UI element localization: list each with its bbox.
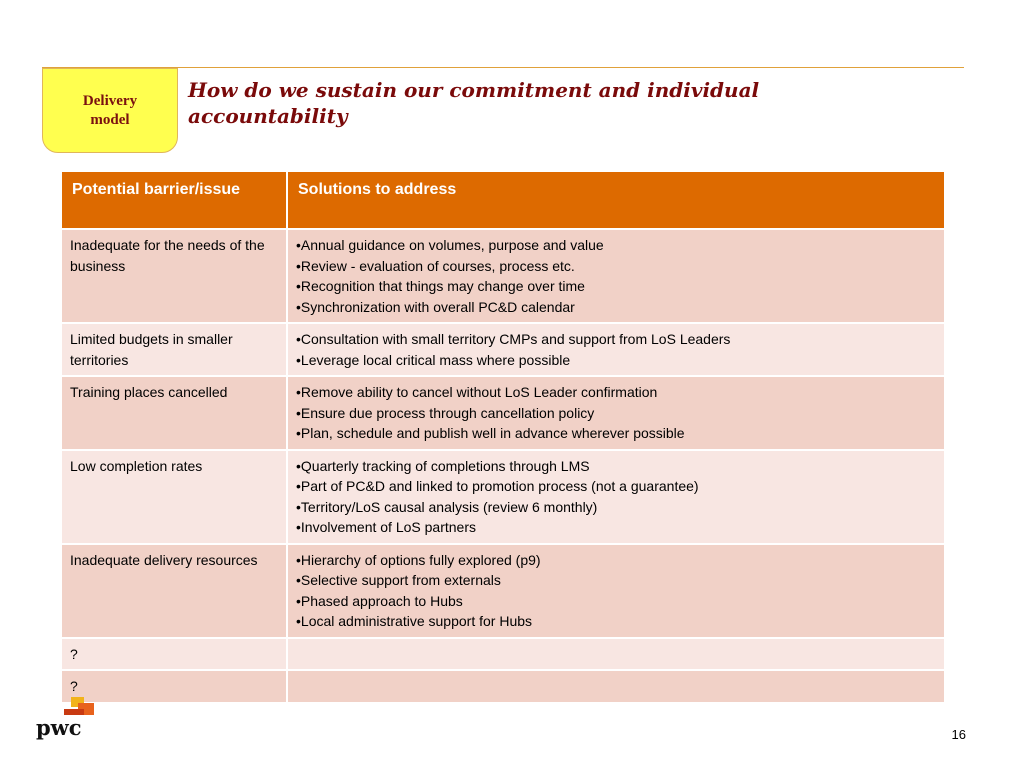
pwc-logo (36, 697, 100, 741)
table-row (61, 376, 945, 450)
barrier-cell: Training places cancelled (61, 376, 287, 450)
solution-item: •Local administrative support for Hubs (296, 613, 533, 629)
solutions-cell (287, 450, 945, 544)
barrier-cell: Inadequate for the needs of the business (61, 229, 287, 323)
table-row (61, 638, 945, 671)
table-row (61, 229, 945, 323)
solution-item: •Hierarchy of options fully explored (p9) (296, 551, 541, 568)
solutions-cell (287, 670, 945, 703)
solutions-cell (287, 376, 945, 450)
solution-item: •Leverage local critical mass where possible (296, 351, 571, 368)
solution-item: •Quarterly tracking of completions through LMS (296, 457, 590, 474)
pwc-logo-text: pwc (36, 715, 82, 740)
column-header-barrier: Potential barrier/issue (61, 171, 287, 229)
barrier-cell: ? (61, 638, 287, 671)
solution-item: •Territory/LoS causal analysis (review 6 monthly) (296, 498, 598, 515)
table-row (61, 450, 945, 544)
solution-item: •Recognition that things may change over time (296, 278, 585, 294)
table-row (61, 323, 945, 376)
solution-item: •Ensure due process through cancellation policy (296, 404, 595, 421)
solutions-cell (287, 638, 945, 671)
slide-title: How do we sustain our commitment and individual accountability (188, 78, 760, 128)
table-row (61, 544, 945, 638)
solutions-cell (287, 544, 945, 638)
solution-item: •Involvement of LoS partners (296, 519, 476, 535)
solution-item: •Phased approach to Hubs (296, 592, 463, 609)
column-header-solutions: Solutions to address (287, 171, 945, 229)
section-badge-label: Delivery model (82, 92, 138, 128)
solution-item: •Selective support from externals (296, 572, 501, 588)
solutions-cell (287, 323, 945, 376)
header-rule (42, 67, 964, 68)
solution-item: •Annual guidance on volumes, purpose and value (296, 237, 604, 253)
solution-item: •Synchronization with overall PC&D calendar (296, 298, 575, 315)
solution-item: •Part of PC&D and linked to promotion process (not a guarantee) (296, 478, 699, 494)
solutions-cell (287, 229, 945, 323)
table-row (61, 670, 945, 703)
barrier-solution-table (60, 170, 946, 704)
solution-item: •Plan, schedule and publish well in advance wherever possible (296, 425, 685, 441)
barrier-cell: Limited budgets in smaller territories (61, 323, 287, 376)
solution-item: •Consultation with small territory CMPs and support from LoS Leaders (296, 331, 731, 347)
section-badge (42, 68, 178, 153)
solution-item: •Review - evaluation of courses, process etc. (296, 257, 575, 274)
barrier-cell: Low completion rates (61, 450, 287, 544)
page-number: 16 (951, 727, 966, 742)
barrier-cell: Inadequate delivery resources (61, 544, 287, 638)
barrier-cell: ? (61, 670, 287, 703)
table-header-row (61, 171, 945, 229)
solution-item: •Remove ability to cancel without LoS Leader confirmation (296, 384, 658, 400)
